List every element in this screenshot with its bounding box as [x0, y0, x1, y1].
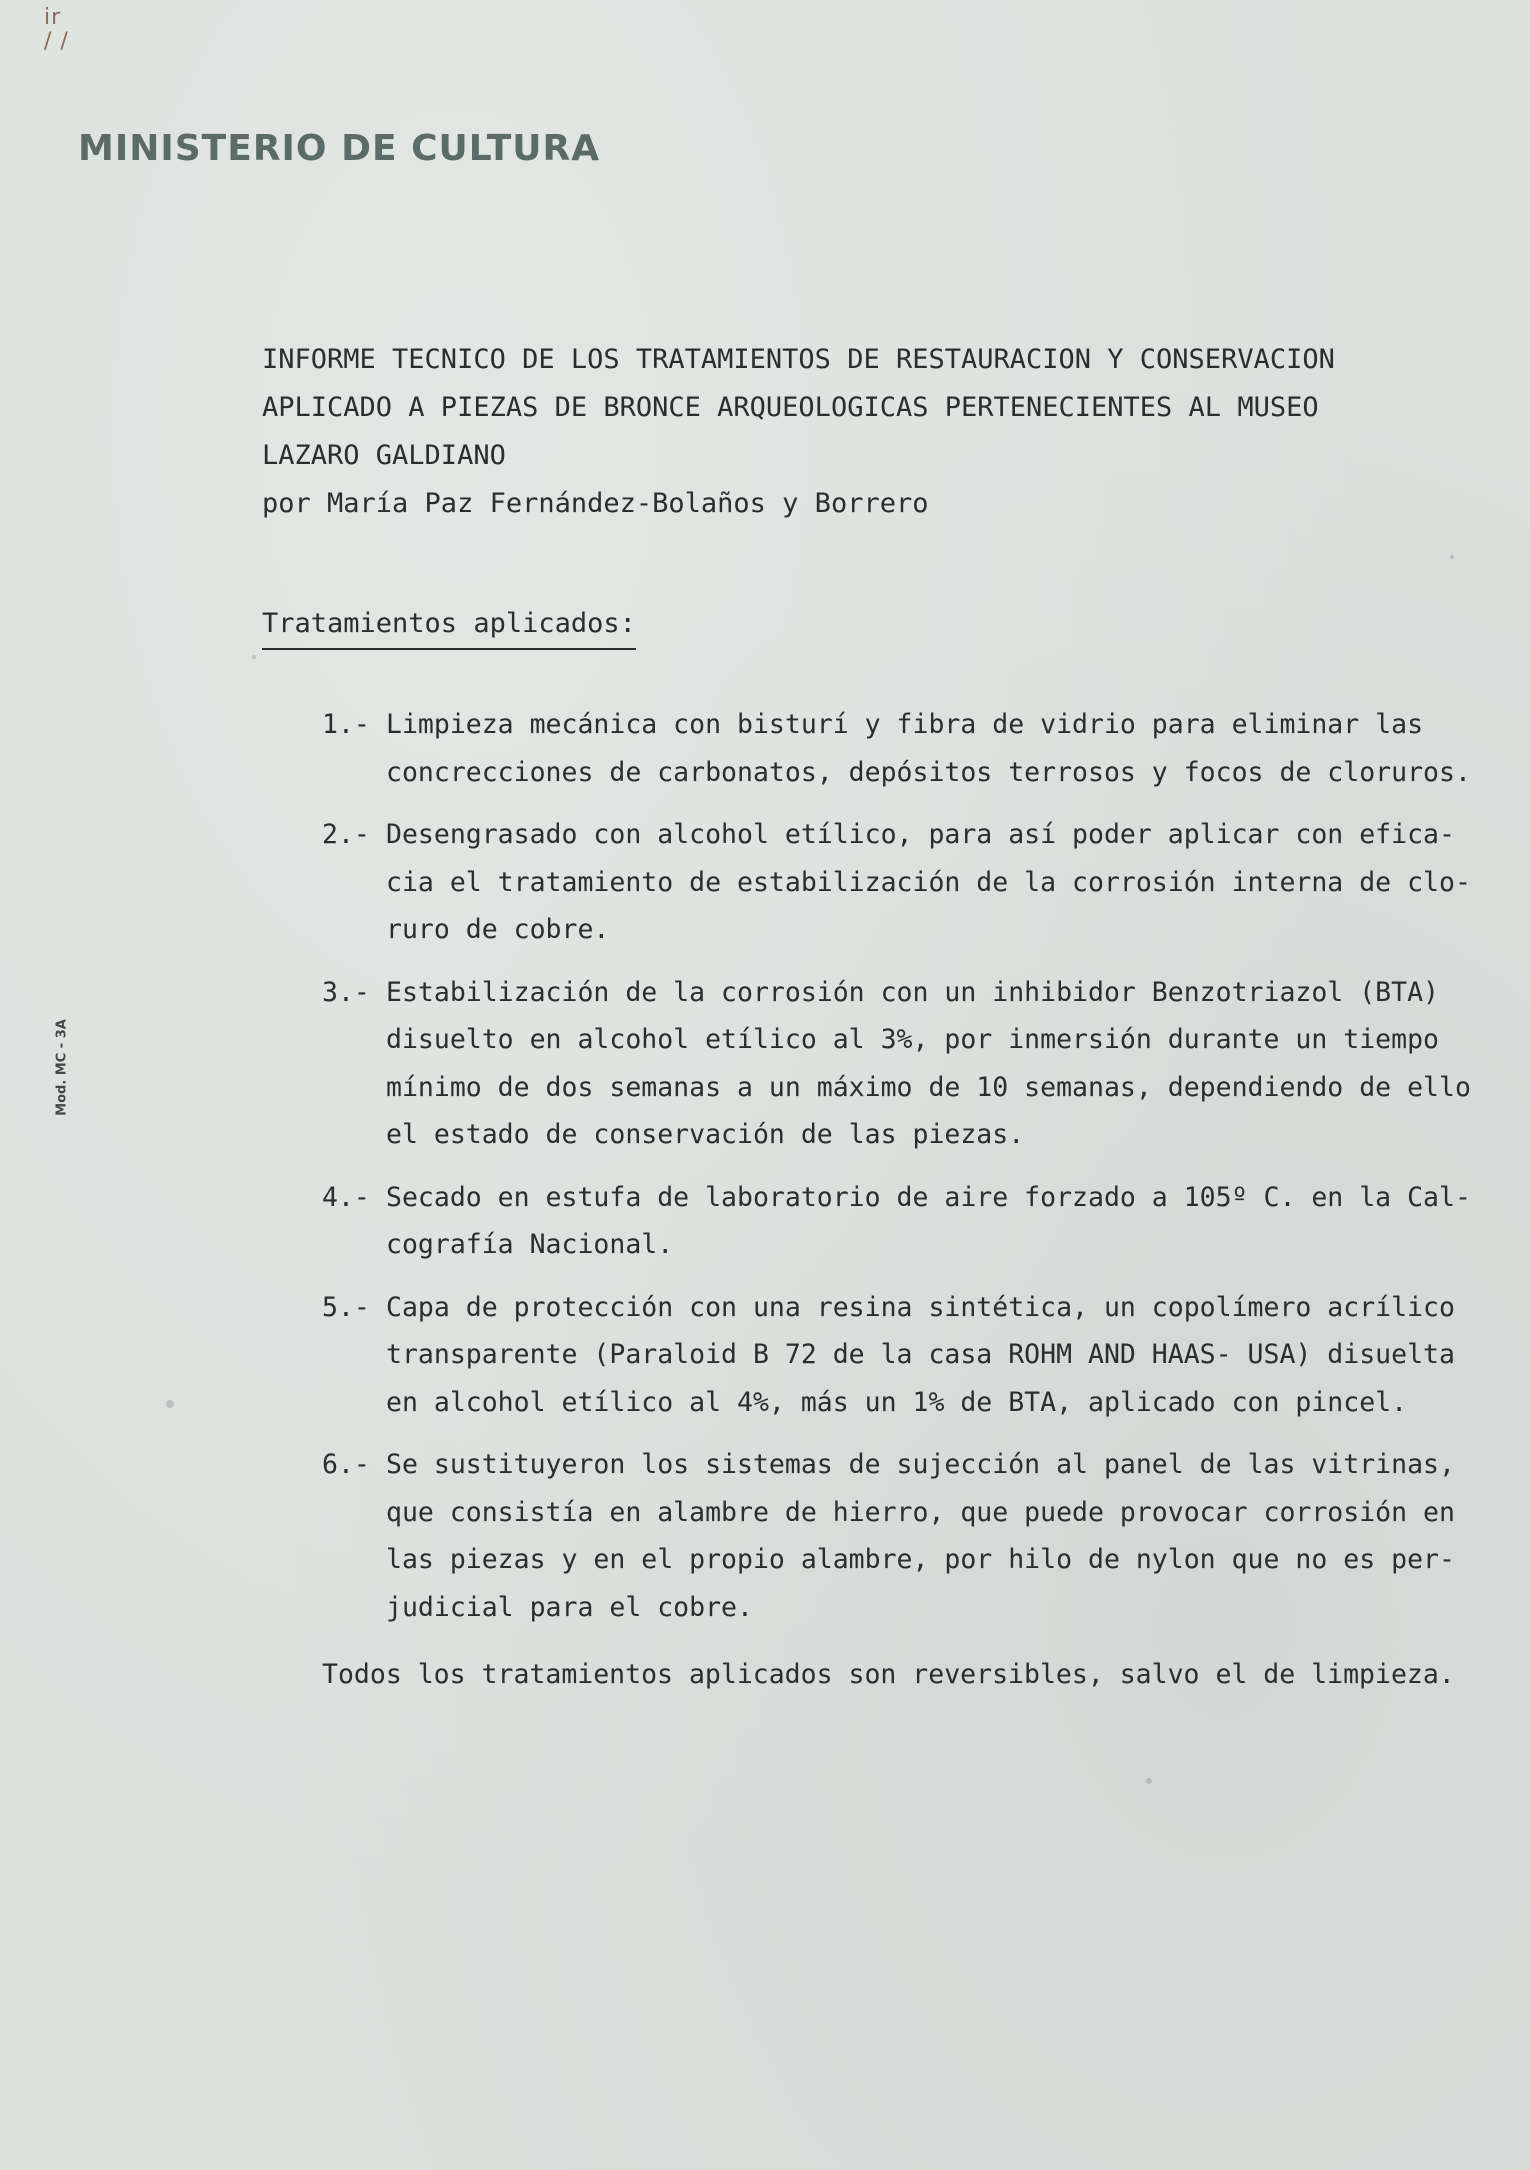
text-line: transparente (Paraloid B 72 de la casa ROHM AND HAAS- USA) disuelta: [386, 1339, 1455, 1370]
text-line: Se sustituyeron los sistemas de sujección al panel de las vitrinas,: [386, 1449, 1455, 1480]
paper-speck: [1450, 555, 1454, 559]
text-line: en alcohol etílico al 4%, más un 1% de BTA, aplicado con pincel.: [386, 1386, 1408, 1418]
paper-speck: [1146, 1778, 1152, 1784]
text-line: Estabilización de la corrosión con un inhibidor Benzotriazol (BTA): [386, 976, 1439, 1008]
text-line: las piezas y en el propio alambre, por hilo de nylon que no es per-: [386, 1544, 1455, 1575]
title-line: APLICADO A PIEZAS DE BRONCE ARQUEOLOGICAS PERTENECIENTES AL MUSEO: [262, 392, 1319, 423]
closing-statement: Todos los tratamientos aplicados son reversibles, salvo el de limpieza.: [322, 1659, 1455, 1690]
text-line: ruro de cobre.: [386, 914, 610, 945]
item-text: [386, 969, 1471, 1159]
list-item: [322, 1174, 1482, 1269]
text-line: cografía Nacional.: [386, 1229, 674, 1260]
paper-speck: [166, 1400, 174, 1408]
list-item: [322, 969, 1482, 1159]
item-number: 3.-: [322, 976, 370, 1008]
text-line: Desengrasado con alcohol etílico, para así poder aplicar con efica-: [386, 819, 1455, 850]
text-line: cia el tratamiento de estabilización de la corrosión interna de clo-: [386, 866, 1471, 898]
title-line: LAZARO GALDIANO: [262, 440, 506, 471]
form-code-mark: Mod. MC - 3A: [54, 1019, 70, 1116]
item-number: 2.-: [322, 819, 370, 850]
report-title: [262, 336, 1462, 528]
text-line: disuelto en alcohol etílico al 3%, por inmersión durante un tiempo: [386, 1024, 1439, 1055]
item-number: 4.-: [322, 1181, 370, 1213]
paper-speck: [252, 655, 256, 659]
corner-pencil-marks: ir / /: [44, 5, 69, 54]
list-item: [322, 1441, 1482, 1631]
item-text: [386, 1284, 1455, 1427]
letterhead: MINISTERIO DE CULTURA: [78, 128, 601, 169]
treatment-list: [322, 701, 1482, 1646]
item-number: 1.-: [322, 709, 370, 740]
text-line: el estado de conservación de las piezas.: [386, 1119, 1025, 1150]
text-line: concrecciones de carbonatos, depósitos terrosos y focos de cloruros.: [386, 756, 1471, 788]
list-item: [322, 701, 1482, 796]
text-line: que consistía en alambre de hierro, que puede provocar corrosión en: [386, 1496, 1455, 1528]
item-number: 6.-: [322, 1449, 370, 1480]
section-heading: Tratamientos aplicados:: [262, 604, 636, 650]
text-line: judicial para el cobre.: [386, 1591, 753, 1623]
text-line: Secado en estufa de laboratorio de aire forzado a 105º C. en la Cal-: [386, 1181, 1471, 1213]
author-line: por María Paz Fernández-Bolaños y Borrero: [262, 488, 929, 519]
item-number: 5.-: [322, 1291, 370, 1323]
text-line: Capa de protección con una resina sintética, un copolímero acrílico: [386, 1291, 1455, 1323]
item-text: [386, 1441, 1455, 1631]
text-line: mínimo de dos semanas a un máximo de 10 semanas, dependiendo de ello: [386, 1071, 1471, 1103]
text-line: Limpieza mecánica con bisturí y fibra de vidrio para eliminar las: [386, 709, 1424, 740]
item-text: [386, 811, 1471, 954]
list-item: [322, 811, 1482, 954]
list-item: [322, 1284, 1482, 1427]
item-text: [386, 701, 1471, 796]
item-text: [386, 1174, 1471, 1269]
title-line: INFORME TECNICO DE LOS TRATAMIENTOS DE RESTAURACION Y CONSERVACION: [262, 344, 1335, 375]
